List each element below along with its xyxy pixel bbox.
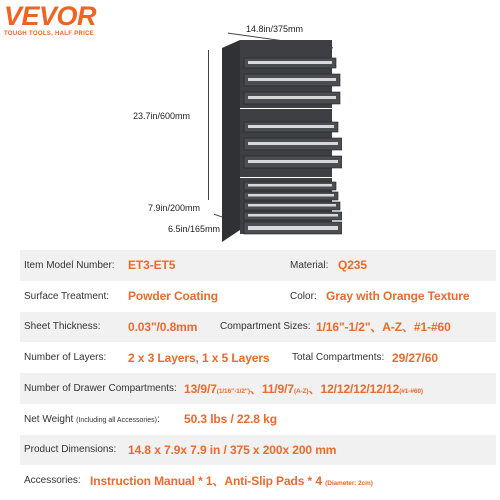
spec-row-accessories [20, 465, 496, 496]
label-total-compartments: Total Compartments: [292, 352, 385, 364]
label-weight [24, 414, 160, 425]
dimension-line-height [208, 50, 209, 200]
brand-tagline: TOUGH TOOLS, HALF PRICE [4, 31, 95, 37]
value-drawer-c: 、12/12/12/12/12 [308, 381, 400, 396]
spec-table [20, 250, 496, 496]
note-drawer-a: (1/16"-1/2") [216, 387, 250, 395]
note-drawer-b: (A-Z) [293, 387, 309, 395]
value-thickness: 0.03"/0.8mm [128, 319, 198, 334]
brand-name: VEVOR [4, 1, 97, 31]
brand-logo [4, 3, 96, 37]
value-accessories-note: (Diameter: 2cm) [325, 480, 373, 488]
value-accessories-text: Instruction Manual * 1、Anti-Slip Pads * 4 [90, 474, 322, 489]
value-surface: Powder Coating [128, 289, 218, 304]
value-compartment-sizes: 1/16"-1/2"、A-Z、#1-#60 [316, 320, 451, 335]
dimension-depth: 6.5in/165mm [168, 224, 221, 234]
label-layers: Number of Layers: [24, 352, 107, 364]
value-drawer-b: 、11/9/7 [249, 381, 294, 396]
spec-row-model [20, 250, 496, 281]
spec-row-surface [20, 281, 496, 312]
note-drawer-c: (#1-#60) [399, 387, 423, 395]
value-weight: 50.3 lbs / 22.8 kg [184, 412, 277, 427]
label-material: Material: [290, 259, 329, 271]
drawer-cabinet-illustration [222, 40, 342, 250]
drawer-set-3 [244, 182, 342, 234]
value-color: Gray with Orange Texture [326, 289, 470, 304]
value-material: Q235 [338, 258, 367, 273]
label-compartment-sizes: Compartment Sizes: [220, 321, 311, 333]
spec-row-layers [20, 342, 496, 373]
label-weight-text: Net Weight [24, 413, 74, 425]
dimension-height: 23.7in/600mm [133, 111, 191, 121]
drawer-set-2 [244, 122, 342, 168]
spec-row-weight [20, 404, 496, 435]
value-drawer-compartments [184, 380, 423, 397]
value-total-compartments: 29/27/60 [392, 350, 438, 365]
label-accessories: Accessories: [24, 475, 81, 487]
dimension-section-height: 7.9in/200mm [148, 203, 201, 213]
dimension-top-width: 14.8in/375mm [246, 24, 304, 34]
value-layers: 2 x 3 Layers, 1 x 5 Layers [128, 350, 270, 365]
label-weight-note: (Including all Accessories) [76, 416, 158, 424]
label-model: Item Model Number: [24, 259, 115, 271]
value-model: ET3-ET5 [128, 258, 176, 273]
label-thickness: Sheet Thickness: [24, 321, 101, 333]
label-color: Color: [290, 290, 317, 302]
value-accessories [90, 472, 373, 489]
label-weight-colon: : [157, 413, 160, 425]
spec-row-thickness [20, 312, 496, 343]
label-surface: Surface Treatment: [24, 290, 110, 302]
label-drawer-compartments: Number of Drawer Compartments: [24, 382, 177, 394]
spec-row-dimensions [20, 435, 496, 466]
drawer-set-1 [244, 58, 340, 104]
spec-row-drawer-compartments [20, 373, 496, 404]
label-dimensions: Product Dimensions: [24, 444, 117, 456]
value-drawer-a: 13/9/7 [184, 381, 217, 396]
value-dimensions: 14.8 x 7.9x 7.9 in / 375 x 200x 200 mm [128, 442, 337, 457]
